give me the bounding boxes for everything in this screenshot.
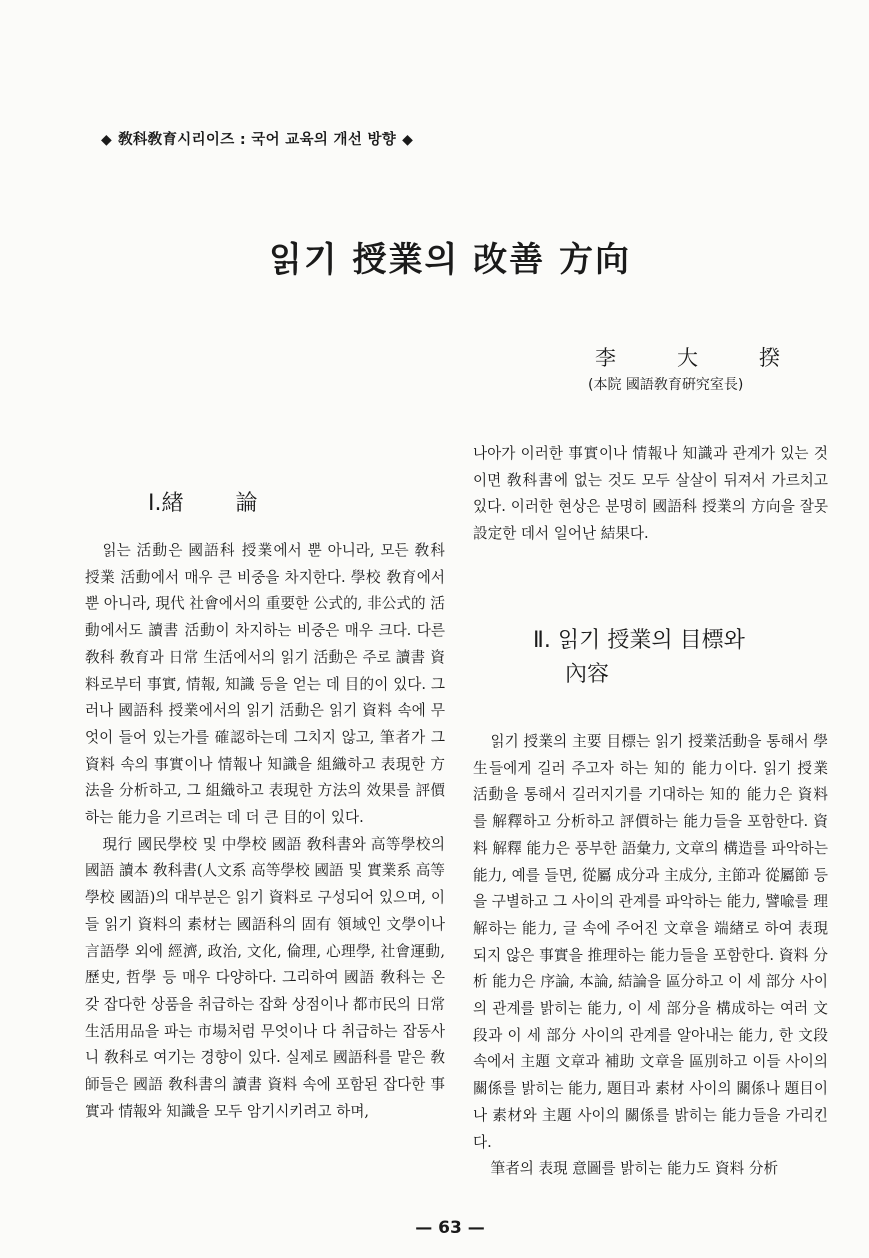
section2-heading (533, 624, 745, 692)
right-column-top (473, 441, 828, 548)
article-title: 읽기 授業의 改善 方向 (268, 240, 632, 280)
diamond-right-icon: ◆ (402, 132, 414, 148)
section1-heading (148, 486, 258, 517)
page-number: — 63 — (415, 1218, 485, 1238)
left-column (85, 538, 445, 1125)
series-title: 敎科敎育시리이즈 : 국어 교육의 개선 방향 (118, 132, 397, 148)
author-name-char: 李 (595, 346, 616, 370)
paragraph: 筆者의 表現 意圖를 밝히는 能力도 資料 分析 (490, 1160, 779, 1178)
section2-numeral: Ⅱ. (533, 628, 551, 653)
author-name (595, 342, 780, 372)
section2-title-line2: 內容 (565, 662, 610, 687)
author-name-char: 揆 (759, 346, 780, 370)
section2-title-line1: 읽기 授業의 目標와 (557, 628, 745, 653)
diamond-left-icon: ◆ (101, 132, 113, 148)
section1-title-a: 緖 (161, 491, 184, 516)
section1-title-b: 論 (235, 491, 258, 516)
author-name-char: 大 (677, 346, 698, 370)
paragraph: 읽는 活動은 國語科 授業에서 뿐 아니라, 모든 敎科 授業 活動에서 매우 큰 비중을 차지한다. 學校 敎育에서 뿐 아니라, 現代 社會에서의 重要한 公式的, 非公式的 活動에서도 讀書 活動이 차지하는 비중은 매우 크다. 다른 敎科 敎育과 日常 生活에서의 읽기 活動은 주로 讀書 資料로부터 事實, 情報, 知識 등을 얻는 데 目的이 있다. 그러나 國語科 授業에서의 읽기 活動은 읽기 資料 속에 무엇이 들어 있는가를 確認하는데 그치지 않고, 筆者가 그 資料 속의 事實이나 情報나 知識을 組織하고 表現한 方法을 分析하고, 그 組織하고 表現한 方法의 效果를 評價하는 能力을 기르려는 데 더 큰 目的이 있다. (85, 542, 445, 827)
author-affiliation: (本院 國語敎育硏究室長) (588, 377, 744, 393)
section1-numeral: Ⅰ. (148, 491, 162, 516)
right-column-bottom (473, 729, 828, 1183)
paragraph: 나아가 이러한 事實이나 情報나 知識과 관계가 있는 것이면 敎科書에 없는 것도 모두 살살이 뒤져서 가르치고 있다. 이러한 현상은 분명히 國語科 授業의 方向을 잘못 設定한 데서 일어난 結果다. (473, 445, 828, 543)
series-header (95, 128, 615, 149)
paragraph: 現行 國民學校 및 中學校 國語 敎科書와 高等學校의 國語 讀本 敎科書(人文系 高等學校 國語 및 實業系 高等學校 國語)의 대부분은 읽기 資料로 구성되어 있으며, 이들 읽기 資料의 素材는 國語科의 固有 領域인 文學이나 言語學 외에 經濟, 政治, 文化, 倫理, 心理學, 社會運動, 歷史, 哲學 등 매우 다양하다. 그리하여 國語 敎科는 온갖 잡다한 상품을 취급하는 잡화 상점이나 都市民의 日常 生活用品을 파는 市場처럼 무엇이나 다 취급하는 잡동사니 敎科로 여기는 경향이 있다. 실제로 國語科를 맡은 敎師들은 國語 敎科書의 讀書 資料 속에 포함된 잡다한 事實과 情報와 知識을 모두 암기시키려고 하며, (85, 835, 446, 1120)
paragraph: 읽기 授業의 主要 目標는 읽기 授業活動을 통해서 學生들에게 길러 주고자 하는 知的 能力이다. 읽기 授業 活動을 통해서 길러지기를 기대하는 知的 能力은 資料를 解釋하고 分析하고 評價하는 能力들을 포함한다. 資料 解釋 能力은 풍부한 語彙力, 文章의 構造를 파악하는 能力, 예를 들면, 從屬 成分과 主成分, 主節과 從屬節 등을 구별하고 그 사이의 관계를 파악하는 能力, 譬喩를 理解하는 能力, 글 속에 주어진 文章을 端緖로 하여 表現되지 않은 事實을 推理하는 能力들을 포함한다. 資料 分析 能力은 序論, 本論, 結論을 區分하고 이 세 部分 사이의 관계를 밝히는 能力, 이 세 部分을 構成하는 여러 文段과 이 세 部分 사이의 관계를 알아내는 能力, 한 文段 속에서 主題 文章과 補助 文章을 區別하고 이들 사이의 關係를 밝히는 能力, 題目과 素材 사이의 關係나 題目이나 素材와 主題 사이의 關係를 밝히는 能力들을 가리킨다. (473, 733, 828, 1151)
